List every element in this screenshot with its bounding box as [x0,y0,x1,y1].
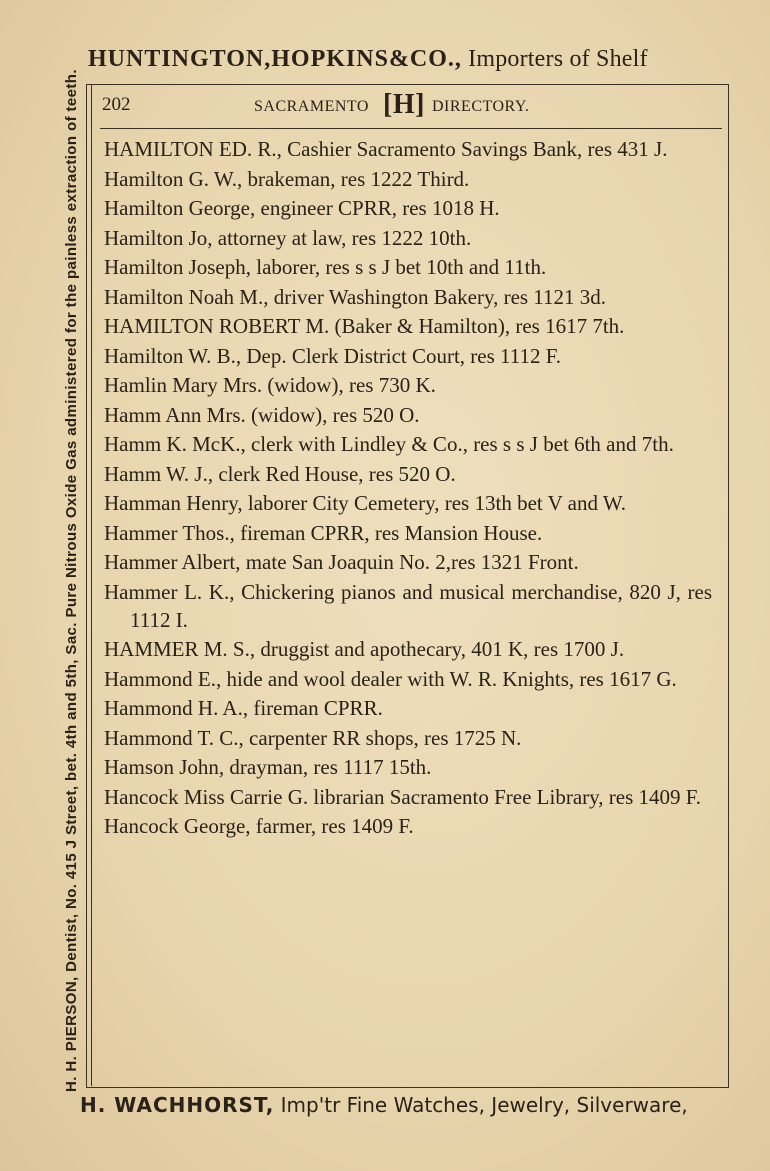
directory-entry: Hamilton Jo, attorney at law, res 1222 10th. [104,225,472,250]
directory-entry: Hamm W. J., clerk Red House, res 520 O. [104,461,456,486]
directory-entry: Hamman Henry, laborer City Cemetery, res 13th bet V and W. [104,491,626,515]
frame-inner-rule [91,84,92,1086]
directory-entry: Hammond E., hide and wool dealer with W. R. Knights, res 1617 G. [104,666,677,691]
header-rule [100,128,722,129]
directory-entry: Hammer L. K., Chickering pianos and musical merchandise, 820 J, res 1112 I. [104,579,712,632]
header-city: SACRAMENTO [254,98,369,115]
directory-entry: HAMMER M. S., druggist and apothecary, 401 K, res 1700 J. [104,637,625,661]
side-advertisement: H. H. PIERSON, Dentist, No. 415 J Street, bet. 4th and 5th, Sac. Pure Nitrous Oxide Gas administered for the painless extraction of teeth. [63,69,80,1092]
bottom-ad-tagline: Imp'tr Fine Watches, Jewelry, Silverware, [280,1093,688,1117]
header-letter: [H] [383,89,425,120]
directory-entry: Hamm K. McK., clerk with Lindley & Co., res s s J bet 6th and 7th. [104,432,674,456]
bottom-advertisement [80,1093,740,1117]
directory-entry: Hammer Albert, mate San Joaquin No. 2,res 1321 Front. [104,550,579,574]
directory-entry: Hamilton George, engineer CPRR, res 1018 H. [104,196,500,220]
directory-entry: Hammond H. A., fireman CPRR. [104,696,383,720]
directory-entry: Hammond T. C., carpenter RR shops, res 1725 N. [104,725,522,750]
top-advertisement [88,46,748,73]
directory-entry: HAMILTON ROBERT M. (Baker & Hamilton), res 1617 7th. [104,314,625,338]
directory-entry: Hamson John, drayman, res 1117 15th. [104,755,432,779]
page-header [100,89,722,122]
directory-entry: Hamlin Mary Mrs. (widow), res 730 K. [104,373,436,397]
header-title: DIRECTORY. [432,98,530,115]
bottom-ad-firm: H. WACHHORST, [80,1093,275,1117]
top-ad-tagline: Importers of Shelf [468,46,648,72]
directory-entries [104,135,712,842]
directory-entry: HAMILTON ED. R., Cashier Sacramento Savings Bank, res 431 J. [104,137,668,161]
directory-entry: Hammer Thos., fireman CPRR, res Mansion House. [104,520,543,545]
directory-entry: Hancock Miss Carrie G. librarian Sacramento Free Library, res 1409 F. [104,784,702,809]
directory-entry: Hamilton Joseph, laborer, res s s J bet 10th and 11th. [104,255,547,279]
directory-entry: Hamm Ann Mrs. (widow), res 520 O. [104,402,420,427]
directory-entry: Hamilton Noah M., driver Washington Bakery, res 1121 3d. [104,284,607,309]
top-ad-firm: HUNTINGTON,HOPKINS&CO., [88,46,462,72]
page-number: 202 [102,94,131,115]
directory-entry: Hamilton G. W., brakeman, res 1222 Third. [104,166,470,191]
directory-entry: Hamilton W. B., Dep. Clerk District Court, res 1112 F. [104,343,561,368]
directory-entry: Hancock George, farmer, res 1409 F. [104,814,414,838]
